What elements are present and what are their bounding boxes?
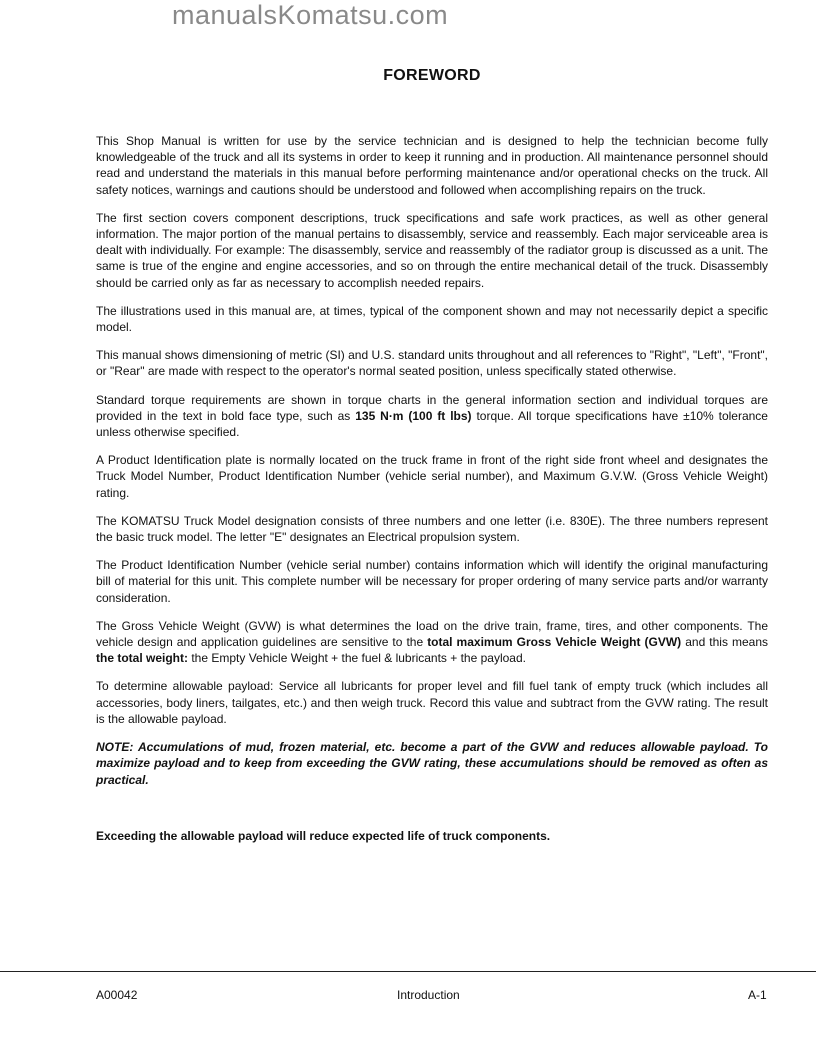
paragraph-payload: To determine allowable payload: Service all lubricants for proper level and fill fuel tank of empty truck (which includes all accessories, body liners, tailgates, etc.) and then weigh truck. Record this value and subtract from the GVW rating. The result is the allowable payload. — [96, 679, 768, 726]
torque-text-a: Standard torque requirements are shown in torque charts in the general information section and individual torques are provided in the text in bold face type, such as — [96, 392, 768, 423]
note-text: NOTE: Accumulations of mud, frozen material, etc. become a part of the GVW and reduces allowable payload. To maximize payload and to keep from exceeding the GVW rating, these accumulations should be removed as often as practical. — [96, 740, 768, 787]
paragraph-serial-number: The Product Identification Number (vehicle serial number) contains information which will identify the original manufacturing bill of material for this unit. This complete number will be necessary for proper ordering of many service parts and/or warranty consideration. — [96, 558, 768, 605]
footer-section: Introduction — [397, 988, 460, 1002]
footer-page-number: A-1 — [748, 988, 767, 1002]
paragraph-illustrations: The illustrations used in this manual are, at times, typical of the component shown and may not necessarily depict a specific model. — [96, 303, 768, 335]
torque-text-b: torque. All torque specifications have ±10% tolerance unless otherwise specified. — [96, 408, 768, 440]
gvw-text-b: and this means — [681, 635, 769, 650]
gvw-text-c: the Empty Vehicle Weight + the fuel & lubricants + the payload. — [188, 651, 526, 666]
gvw-bold-1: total maximum Gross Vehicle Weight (GVW) — [427, 635, 682, 650]
gvw-bold-2: the total weight: — [96, 651, 188, 666]
page-title: FOREWORD — [383, 67, 481, 84]
footer-doc-code: A00042 — [96, 988, 138, 1002]
paragraph-model-designation: The KOMATSU Truck Model designation consists of three numbers and one letter (i.e. 830E). The three numbers represent the basic truck model. The letter "E" designates an Electrical propulsion system. — [96, 513, 768, 545]
paragraph-torque — [96, 392, 768, 441]
paragraph-gvw — [96, 618, 768, 667]
paragraph-units: This manual shows dimensioning of metric (SI) and U.S. standard units throughout and all references to "Right", "Left", "Front", or "Rear" are made with respect to the operator's normal seated position, unless specifically stated otherwise. — [96, 348, 768, 379]
paragraph-id-plate: A Product Identification plate is normally located on the truck frame in front of the right side front wheel and designates the Truck Model Number, Product Identification Number (vehicle serial number), and Maximum G.V.W. (Gross Vehicle Weight) rating. — [96, 453, 768, 500]
paragraph-intro: This Shop Manual is written for use by the service technician and is designed to help the technician become fully knowledgeable of the truck and all its systems in order to keep it running and in production. All maintenance personnel should read and understand the materials in this manual before performing maintenance and/or operational checks on the truck. All safety notices, warnings and cautions should be understood and followed when accomplishing repairs on the truck. — [96, 134, 768, 197]
gvw-text-a: The Gross Vehicle Weight (GVW) is what determines the load on the drive train, frame, tires, and other components. The vehicle design and application guidelines are sensitive to the — [96, 618, 768, 650]
footer-divider — [0, 971, 816, 972]
paragraph-sections: The first section covers component descriptions, truck specifications and safe work practices, as well as other general information. The major portion of the manual pertains to disassembly, service and reassembly. Each major serviceable area is dealt with individually. For example: The disassembly, service and reassembly of the radiator group is discussed as a unit. The same is true of the engine and engine accessories, and so on through the entire mechanical detail of the truck. Disassembly should be carried only as far as necessary to accomplish needed repairs. — [96, 210, 768, 290]
torque-example: 135 N·m (100 ft lbs) — [355, 408, 472, 423]
body-text — [96, 133, 768, 856]
warning-text: Exceeding the allowable payload will reduce expected life of truck components. — [96, 828, 551, 843]
watermark-text: manualsKomatsu.com — [172, 0, 449, 30]
